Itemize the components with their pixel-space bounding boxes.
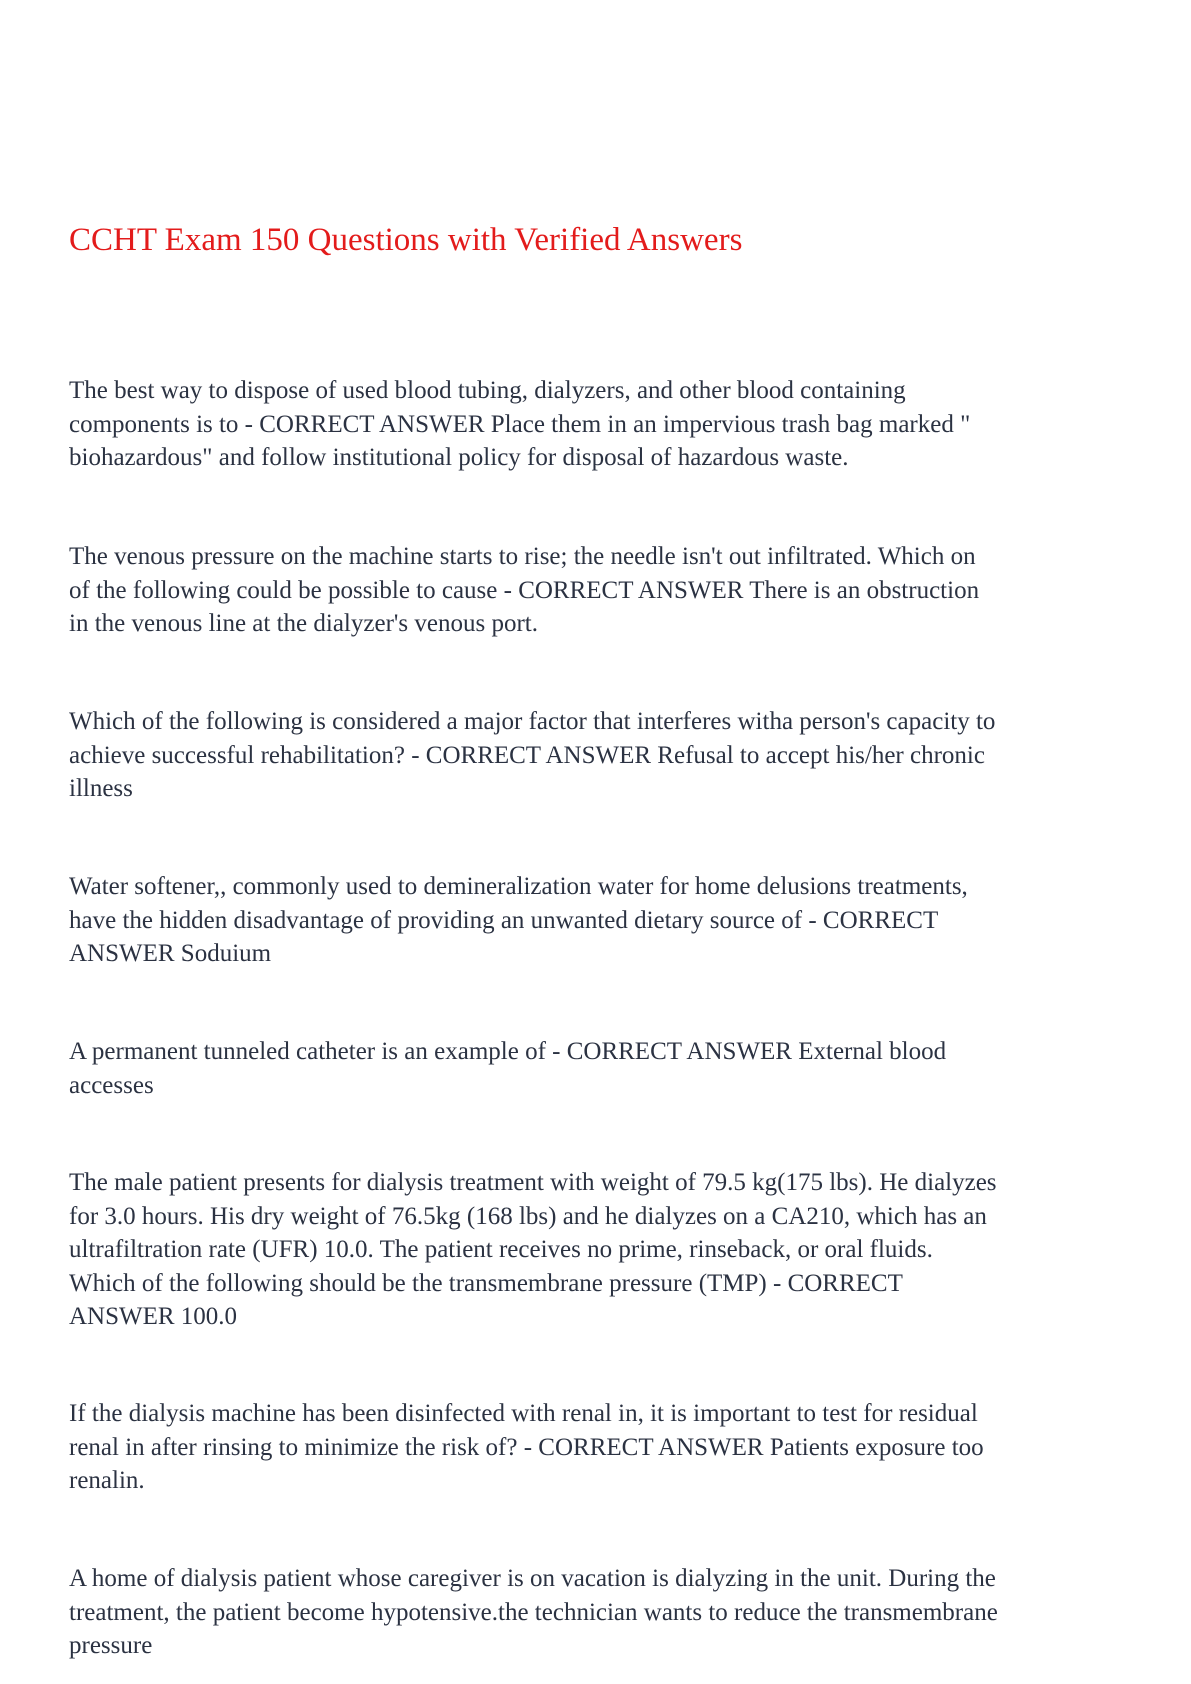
qa-item: A home of dialysis patient whose caregiver is on vacation is dialyzing in the unit. During the treatment, the patient become hypotensive.the technician wants to reduce the transmembrane pressure (69, 1565, 998, 1659)
document-title: CCHT Exam 150 Questions with Verified Answers (69, 222, 743, 258)
qa-item: If the dialysis machine has been disinfected with renal in, it is important to test for residual renal in after rinsing to minimize the risk of? - CORRECT ANSWER Patients exposure too renalin. (69, 1400, 984, 1494)
qa-item: The venous pressure on the machine starts to rise; the needle isn't out infiltrated. Which on of the following could be possible to cause - CORRECT ANSWER There is an obstruction in the venous line at the dialyzer's venous port. (69, 543, 980, 637)
qa-item: The male patient presents for dialysis treatment with weight of 79.5 kg(175 lbs). He dialyzes for 3.0 hours. His dry weight of 76.5kg (168 lbs) and he dialyzes on a CA210, which has an ultrafiltration rate (UFR) 10.0. The patient receives no prime, rinseback, or oral fluids. Which of the following should be the transmembrane pressure (TMP) - CORRECT ANSWER 100.0 (69, 1169, 997, 1330)
qa-item: Which of the following is considered a major factor that interferes witha person's capacity to achieve successful rehabilitation? - CORRECT ANSWER Refusal to accept his/her chronic illness (69, 708, 996, 802)
qa-item: Water softener,, commonly used to demineralization water for home delusions treatments, have the hidden disadvantage of providing an unwanted dietary source of - CORRECT ANSWER Soduium (69, 873, 968, 967)
qa-item: The best way to dispose of used blood tubing, dialyzers, and other blood containing components is to - CORRECT ANSWER Place them in an impervious trash bag marked " biohazardous" and follow institutional policy for disposal of hazardous waste. (69, 377, 971, 471)
qa-item: A permanent tunneled catheter is an example of - CORRECT ANSWER External blood accesses (69, 1038, 947, 1099)
